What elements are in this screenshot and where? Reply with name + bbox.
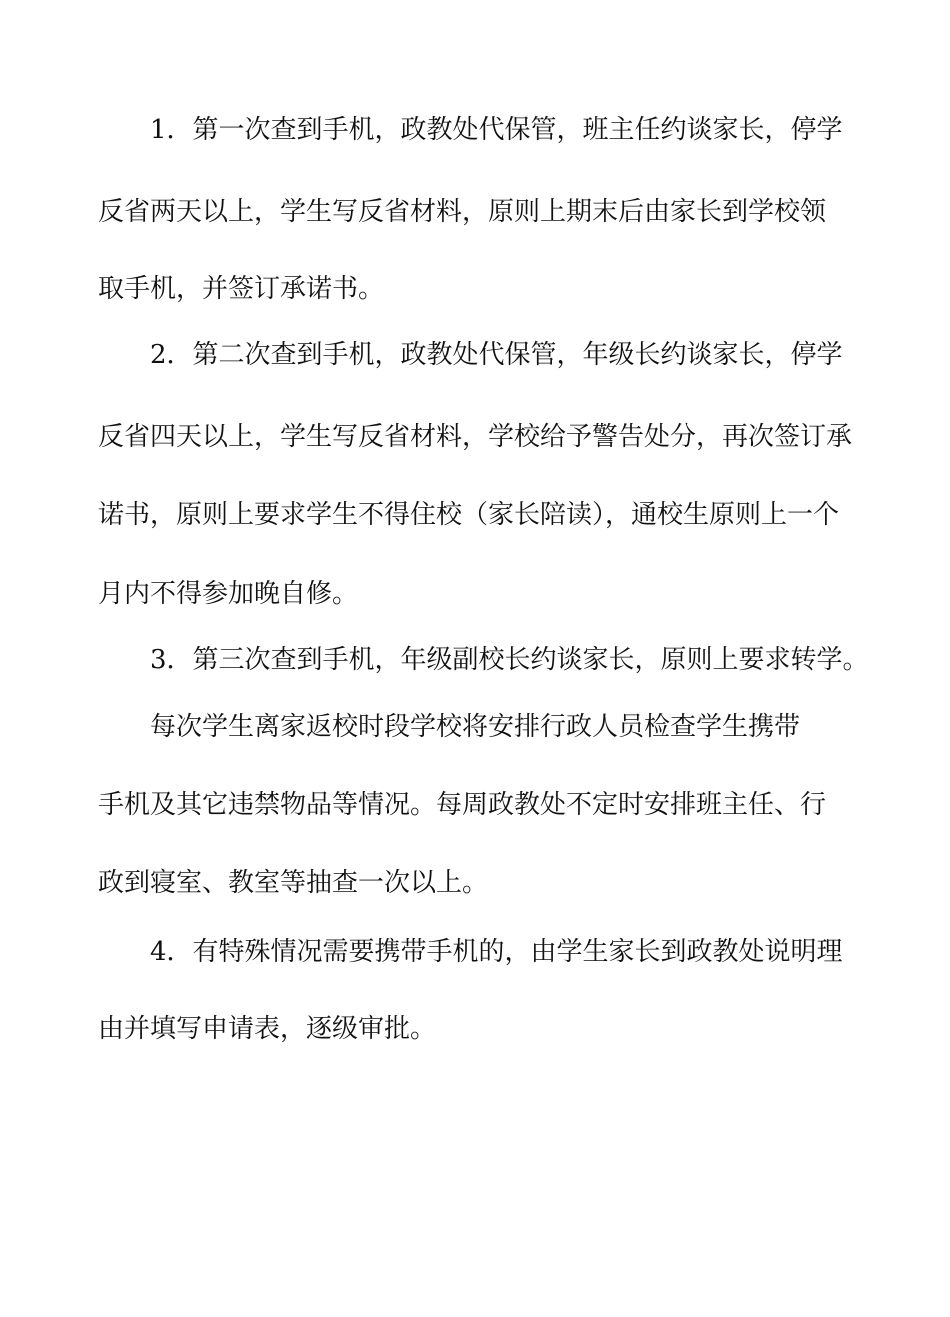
paragraph-2-line-3: 诺书，原则上要求学生不得住校（家长陪读），通校生原则上一个 bbox=[98, 500, 840, 530]
paragraph-4-line-2: 手机及其它违禁物品等情况。每周政教处不定时安排班主任、行 bbox=[98, 790, 827, 820]
paragraph-2-line-2: 反省四天以上，学生写反省材料，学校给予警告处分，再次签订承 bbox=[98, 422, 853, 452]
paragraph-1-line-2: 反省两天以上，学生写反省材料，原则上期末后由家长到学校领 bbox=[98, 197, 827, 227]
paragraph-5-line-1: 4．有特殊情况需要携带手机的，由学生家长到政教处说明理 bbox=[150, 937, 843, 967]
paragraph-5-line-2: 由并填写申请表，逐级审批。 bbox=[98, 1014, 437, 1044]
paragraph-2-line-4: 月内不得参加晚自修。 bbox=[98, 579, 359, 609]
paragraph-3-line-1: 3．第三次查到手机，年级副校长约谈家长，原则上要求转学。 bbox=[150, 645, 869, 675]
paragraph-2-line-1: 2．第二次查到手机，政教处代保管，年级长约谈家长，停学 bbox=[150, 340, 843, 370]
paragraph-1-line-3: 取手机，并签订承诺书。 bbox=[98, 274, 385, 304]
paragraph-1-line-1: 1．第一次查到手机，政教处代保管，班主任约谈家长，停学 bbox=[150, 115, 843, 145]
paragraph-4-line-1: 每次学生离家返校时段学校将安排行政人员检查学生携带 bbox=[150, 712, 801, 742]
paragraph-4-line-3: 政到寝室、教室等抽查一次以上。 bbox=[98, 868, 489, 898]
